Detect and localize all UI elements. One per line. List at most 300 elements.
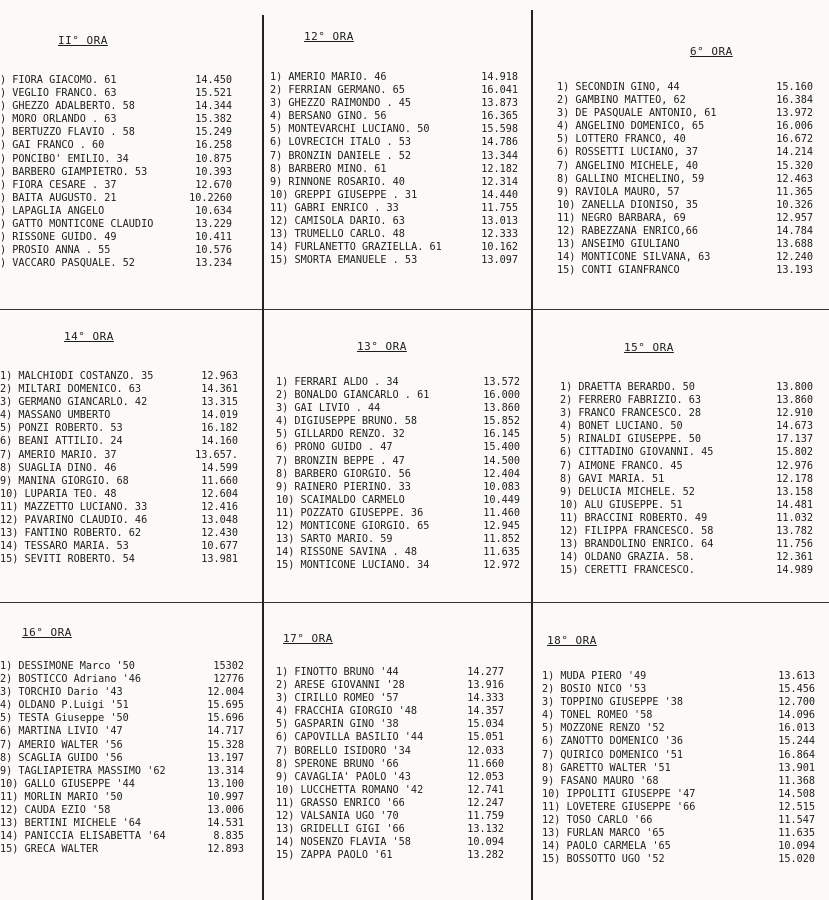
- list-item: [0, 765, 244, 778]
- list-item: [560, 407, 813, 420]
- entry-value: 13.132: [467, 824, 504, 836]
- entry-value: 14.160: [201, 436, 238, 448]
- entry-name: 4) FRACCHIA GIORGIO '48: [276, 706, 418, 718]
- entry-name: 12) VALSANIA UGO '70: [276, 811, 399, 823]
- entry-name: 4) BERSANO GINO. 56: [270, 111, 387, 123]
- list-item: [276, 849, 504, 862]
- list-item: [0, 244, 232, 257]
- entry-value: 11.460: [483, 507, 520, 519]
- entry-value: 15.400: [483, 442, 520, 454]
- entry-value: 16.258: [195, 140, 232, 152]
- entry-name: 2) BOSIO NICO '53: [542, 684, 647, 696]
- list-item: [0, 218, 232, 231]
- entry-value: 15.382: [195, 114, 232, 126]
- list-item: [560, 564, 813, 577]
- list-item: [0, 74, 232, 87]
- entry-value: 10.449: [483, 494, 520, 506]
- entry-value: 13.972: [776, 108, 813, 120]
- entry-name: 10) SCAIMALDO CARMELO: [276, 494, 405, 506]
- list-item: [276, 441, 520, 454]
- entry-value: 13.901: [778, 762, 815, 774]
- entry-name: 12) RABEZZANA ENRICO,66: [557, 226, 699, 238]
- entry-name: 1) DESSIMONE Marco '50: [0, 661, 135, 672]
- list-item: [557, 173, 813, 186]
- entry-name: 6) ZANOTTO DOMENICO '36: [542, 736, 684, 748]
- entry-name: 9) MANINA GIORGIO. 68: [0, 475, 129, 487]
- entry-name: 4) ANGELINO DOMENICO, 65: [557, 121, 705, 133]
- entry-name: 3) TORCHIO Dario '43: [0, 687, 123, 699]
- entry-value: 16.006: [776, 121, 813, 133]
- list-item: [276, 771, 504, 784]
- list-item: [542, 722, 815, 735]
- entry-name: 6) CITTADINO GIOVANNI. 45: [560, 447, 714, 459]
- entry-value: 14.481: [776, 499, 813, 511]
- list-item: [542, 749, 815, 762]
- entry-value: 14.440: [481, 189, 518, 201]
- list-item: [0, 660, 244, 673]
- entry-name: 8) BARBERO MINO. 61: [270, 163, 387, 175]
- entry-value: 11.635: [778, 828, 815, 840]
- entry-name: 9) TAGLIAPIETRA MASSIMO '62: [0, 765, 166, 777]
- section-title: 6° ORA: [690, 45, 733, 58]
- entry-value: 14.019: [201, 410, 238, 422]
- entry-value: 14.717: [207, 726, 244, 738]
- entry-value: 10.393: [195, 166, 232, 178]
- list-item: [276, 533, 520, 546]
- list-item: [276, 559, 520, 572]
- column-divider-right: [531, 10, 533, 900]
- entry-value: 12.976: [776, 460, 813, 472]
- entry-name: 9) RAINERO PIERINO. 33: [276, 481, 411, 493]
- entry-name: 6) LOVRECICH ITALO . 53: [270, 137, 412, 149]
- entry-name: 12) FILIPPA FRANCESCO. 58: [560, 526, 714, 538]
- section-title: 12° ORA: [304, 30, 354, 43]
- list-item: [270, 228, 518, 241]
- entry-value: 14.531: [207, 818, 244, 830]
- entry-name: 1) MUDA PIERO '49: [542, 671, 647, 682]
- section-title: 15° ORA: [624, 341, 674, 354]
- entry-name: 11) GRASSO ENRICO '66: [276, 797, 405, 809]
- entry-name: 11) MORLIN MARIO '50: [0, 791, 123, 803]
- list-item: [542, 683, 815, 696]
- entry-name: 2) GAMBINO MATTEO, 62: [557, 95, 686, 107]
- entry-name: 14) FURLANETTO GRAZIELLA. 61: [270, 242, 442, 254]
- list-item: [560, 473, 813, 486]
- list-item: [0, 462, 238, 475]
- entry-value: 13.013: [481, 216, 518, 228]
- entry-name: 1) AMERIO MARIO. 46: [270, 72, 387, 83]
- entry-name: 7) QUIRICO DOMENICO '51: [542, 749, 684, 761]
- entry-value: 11.660: [467, 758, 504, 770]
- list-item: [0, 553, 238, 566]
- entry-value: 13.097: [481, 255, 518, 267]
- entry-name: 3) DE PASQUALE ANTONIO, 61: [557, 108, 717, 120]
- entry-name: 2) ARESE GIOVANNI '28: [276, 680, 405, 692]
- list-item: [0, 449, 238, 462]
- list-item: [276, 376, 520, 389]
- list-item: [0, 712, 244, 725]
- list-item: [0, 791, 244, 804]
- list-item: [557, 120, 813, 133]
- list-item: [270, 189, 518, 202]
- list-item: [276, 679, 504, 692]
- entry-name: 4) OLDANO P.Luigi '51: [0, 700, 129, 712]
- list-item: [0, 396, 238, 409]
- entry-name: 9) FASANO MAURO '68: [542, 775, 659, 787]
- section-title: 16° ORA: [22, 626, 72, 639]
- entry-name: 6) MARTINA LIVIO '47: [0, 726, 123, 738]
- entry-value: 13.613: [778, 671, 815, 682]
- list-item: [560, 538, 813, 551]
- entry-name: 7) AMERIO WALTER '56: [0, 739, 123, 751]
- entry-value: 16.182: [201, 423, 238, 435]
- entry-name: 14) PAOLO CARMELA '65: [542, 841, 671, 853]
- list-item: [270, 71, 518, 84]
- entry-value: 13.006: [207, 805, 244, 817]
- entry-value: 14.989: [776, 565, 813, 577]
- entry-name: ) BAITA AUGUSTO. 21: [0, 192, 117, 204]
- entry-name: 13) FANTINO ROBERTO. 62: [0, 528, 142, 540]
- entry-value: 10.162: [481, 242, 518, 254]
- entry-name: 15) CONTI GIANFRANCO: [557, 265, 680, 277]
- list-item: [557, 94, 813, 107]
- entry-value: 15.328: [207, 739, 244, 751]
- entry-value: 13.981: [201, 554, 238, 566]
- entry-name: ) PONCIBO' EMILIO. 34: [0, 153, 129, 165]
- list-item: [270, 97, 518, 110]
- entry-name: 14) MONTICONE SILVANA, 63: [557, 252, 711, 264]
- entry-name: 2) MILTARI DOMENICO. 63: [0, 384, 142, 396]
- entry-name: 5) RINALDI GIUSEPPE. 50: [560, 434, 702, 446]
- list-item: [276, 520, 520, 533]
- entry-value: 12776: [213, 674, 244, 686]
- list-item: [542, 696, 815, 709]
- entry-value: 11.365: [776, 186, 813, 198]
- entry-value: 15.020: [778, 854, 815, 866]
- entry-name: 5) PONZI ROBERTO. 53: [0, 423, 123, 435]
- list-item: [542, 853, 815, 866]
- list-item: [0, 830, 244, 843]
- list-item: [557, 133, 813, 146]
- entry-value: 15.456: [778, 684, 815, 696]
- entry-name: ) PROSIO ANNA . 55: [0, 245, 111, 257]
- entry-name: 2) FERRERO FABRIZIO. 63: [560, 395, 702, 407]
- entry-value: 11.547: [778, 815, 815, 827]
- entry-name: 3) FRANCO FRANCESCO. 28: [560, 408, 702, 420]
- entry-value: 11.635: [483, 547, 520, 559]
- entry-name: 1) MALCHIODI COSTANZO. 35: [0, 371, 154, 382]
- entry-value: 13.344: [481, 150, 518, 162]
- entry-value: 14.918: [481, 72, 518, 83]
- list-item: [0, 778, 244, 791]
- entry-name: 15) SMORTA EMANUELE . 53: [270, 255, 418, 267]
- list-item: [276, 402, 520, 415]
- entry-list: [560, 381, 813, 577]
- entry-list: [276, 376, 520, 572]
- list-item: [0, 527, 238, 540]
- entry-name: 13) BRANDOLINO ENRICO. 64: [560, 539, 714, 551]
- entry-list: [557, 81, 813, 277]
- entry-value: 13.572: [483, 377, 520, 388]
- entry-value: 14.500: [483, 455, 520, 467]
- list-item: [270, 176, 518, 189]
- list-item: [0, 514, 238, 527]
- entry-value: 11.032: [776, 512, 813, 524]
- entry-name: 15) SEVITI ROBERTO. 54: [0, 554, 135, 566]
- list-item: [276, 389, 520, 402]
- entry-name: 13) ANSEIMO GIULIANO: [557, 239, 680, 251]
- entry-value: 12.004: [207, 687, 244, 699]
- entry-value: 15.160: [776, 82, 813, 93]
- list-item: [276, 823, 504, 836]
- entry-name: 5) TESTA Giuseppe '50: [0, 713, 129, 725]
- entry-value: 10.083: [483, 481, 520, 493]
- entry-value: 13.234: [195, 258, 232, 270]
- section-title: 17° ORA: [283, 632, 333, 645]
- entry-value: 13.100: [207, 778, 244, 790]
- entry-name: 10) LUCCHETTA ROMANO '42: [276, 784, 424, 796]
- entry-name: 7) BRONZIN BEPPE . 47: [276, 455, 405, 467]
- entry-name: 1) SECONDIN GINO, 44: [557, 82, 680, 93]
- list-item: [557, 212, 813, 225]
- section-title: 14° ORA: [64, 330, 114, 343]
- entry-value: 11.756: [776, 539, 813, 551]
- entry-name: ) VEGLIO FRANCO. 63: [0, 88, 117, 100]
- entry-name: 15) BOSSOTTO UGO '52: [542, 854, 665, 866]
- entry-value: 12.463: [776, 173, 813, 185]
- list-item: [276, 836, 504, 849]
- list-item: [560, 486, 813, 499]
- list-item: [0, 192, 232, 205]
- entry-name: 12) CAMISOLA DARIO. 63: [270, 216, 405, 228]
- entry-list: [276, 666, 504, 862]
- section-title: 13° ORA: [357, 340, 407, 353]
- entry-name: 10) ALU GIUSEPPE. 51: [560, 499, 683, 511]
- entry-name: 9) CAVAGLIA' PAOLO '43: [276, 771, 411, 783]
- list-item: [560, 512, 813, 525]
- entry-value: 12.182: [481, 163, 518, 175]
- list-item: [560, 499, 813, 512]
- entry-name: 15) ZAPPA PAOLO '61: [276, 850, 393, 862]
- entry-name: 9) DELUCIA MICHELE. 52: [560, 486, 695, 498]
- entry-value: 12.741: [467, 784, 504, 796]
- entry-value: 13.193: [776, 265, 813, 277]
- list-item: [276, 546, 520, 559]
- entry-name: 5) MONTEVARCHI LUCIANO. 50: [270, 124, 430, 136]
- entry-value: 13.916: [467, 680, 504, 692]
- entry-value: 11.852: [483, 534, 520, 546]
- entry-value: 12.033: [467, 745, 504, 757]
- entry-list: [0, 370, 238, 566]
- entry-value: 14.508: [778, 788, 815, 800]
- entry-value: 11.755: [481, 202, 518, 214]
- list-item: [560, 525, 813, 538]
- entry-value: 14.450: [195, 75, 232, 86]
- list-item: [0, 257, 232, 270]
- section-title: 18° ORA: [547, 634, 597, 647]
- entry-name: 2) BONALDO GIANCARLO . 61: [276, 390, 430, 402]
- entry-name: 1) DRAETTA BERARDO. 50: [560, 382, 695, 393]
- list-item: [560, 446, 813, 459]
- list-item: [0, 205, 232, 218]
- entry-list: [0, 660, 244, 856]
- list-item: [276, 468, 520, 481]
- entry-name: 4) MASSANO UMBERTO: [0, 410, 111, 422]
- entry-name: 15) CERETTI FRANCESCO.: [560, 565, 695, 577]
- entry-value: 16.013: [778, 723, 815, 735]
- entry-value: 11.660: [201, 475, 238, 487]
- list-item: [276, 705, 504, 718]
- entry-value: 16.145: [483, 429, 520, 441]
- list-item: [276, 481, 520, 494]
- entry-value: 12.404: [483, 468, 520, 480]
- entry-name: 10) LUPARIA TEO. 48: [0, 488, 117, 500]
- list-item: [276, 731, 504, 744]
- entry-name: 14) OLDANO GRAZIA. 58.: [560, 552, 695, 564]
- entry-value: 17.137: [776, 434, 813, 446]
- list-item: [276, 415, 520, 428]
- entry-value: 10.634: [195, 205, 232, 217]
- entry-value: 12.670: [195, 179, 232, 191]
- list-item: [0, 409, 238, 422]
- entry-value: 10.094: [467, 837, 504, 849]
- entry-value: 11.759: [467, 811, 504, 823]
- entry-list: [0, 74, 232, 270]
- list-item: [560, 394, 813, 407]
- entry-value: 12.963: [201, 371, 238, 382]
- list-item: [0, 699, 244, 712]
- entry-name: 14) RISSONE SAVINA . 48: [276, 547, 418, 559]
- entry-value: 16.864: [778, 749, 815, 761]
- entry-name: 8) SCAGLIA GUIDO '56: [0, 752, 123, 764]
- entry-name: 13) SARTO MARIO. 59: [276, 534, 393, 546]
- list-item: [557, 225, 813, 238]
- entry-value: 14.096: [778, 710, 815, 722]
- list-item: [0, 501, 238, 514]
- entry-name: ) BERTUZZO FLAVIO . 58: [0, 127, 135, 139]
- list-item: [270, 136, 518, 149]
- entry-value: 10.997: [207, 791, 244, 803]
- list-item: [557, 160, 813, 173]
- entry-name: 3) CIRILLO ROMEO '57: [276, 693, 399, 705]
- entry-value: 15.521: [195, 88, 232, 100]
- entry-name: 8) GALLINO MICHELINO, 59: [557, 173, 705, 185]
- entry-name: 2) FERRIAN GERMANO. 65: [270, 85, 405, 97]
- entry-name: ) GHEZZO ADALBERTO. 58: [0, 101, 135, 113]
- entry-name: 8) GARETTO WALTER '51: [542, 762, 671, 774]
- entry-value: 13.800: [776, 382, 813, 393]
- entry-name: 11) MAZZETTO LUCIANO. 33: [0, 501, 148, 513]
- entry-name: 14) TESSARO MARIA. 53: [0, 541, 129, 553]
- entry-name: 8) SPERONE BRUNO '66: [276, 758, 399, 770]
- entry-name: 10) IPPOLITI GIUSEPPE '47: [542, 788, 696, 800]
- entry-value: 16.000: [483, 390, 520, 402]
- entry-value: 10.326: [776, 199, 813, 211]
- list-item: [557, 81, 813, 94]
- list-item: [276, 784, 504, 797]
- entry-name: 5) GASPARIN GINO '38: [276, 719, 399, 731]
- entry-name: 4) DIGIUSEPPE BRUNO. 58: [276, 416, 418, 428]
- entry-name: 7) ANGELINO MICHELE, 40: [557, 160, 699, 172]
- entry-name: 15) GRECA WALTER: [0, 844, 99, 856]
- list-item: [0, 383, 238, 396]
- entry-name: 13) BERTINI MICHELE '64: [0, 818, 142, 830]
- entry-value: 15.695: [207, 700, 244, 712]
- entry-value: 16.365: [481, 111, 518, 123]
- list-item: [0, 673, 244, 686]
- entry-value: 12.893: [207, 844, 244, 856]
- list-item: [0, 87, 232, 100]
- entry-value: 14.357: [467, 706, 504, 718]
- section-title: II° ORA: [58, 34, 108, 47]
- list-item: [276, 810, 504, 823]
- list-item: [0, 126, 232, 139]
- entry-value: 13.782: [776, 526, 813, 538]
- list-item: [270, 110, 518, 123]
- entry-name: ) RISSONE GUIDO. 49: [0, 232, 117, 244]
- list-item: [270, 202, 518, 215]
- entry-name: 13) TRUMELLO CARLO. 48: [270, 229, 405, 241]
- list-item: [560, 420, 813, 433]
- entry-value: 13.282: [467, 850, 504, 862]
- list-item: [0, 139, 232, 152]
- entry-value: 15.802: [776, 447, 813, 459]
- list-item: [276, 428, 520, 441]
- entry-name: 5) LOTTERO FRANCO, 40: [557, 134, 686, 146]
- entry-value: 12.333: [481, 229, 518, 241]
- entry-value: 12.430: [201, 528, 238, 540]
- list-item: [0, 540, 238, 553]
- entry-value: 15.320: [776, 160, 813, 172]
- entry-name: 6) CAPOVILLA BASILIO '44: [276, 732, 424, 744]
- list-item: [270, 254, 518, 267]
- list-item: [270, 163, 518, 176]
- entry-value: 15.852: [483, 416, 520, 428]
- entry-name: 7) BORELLO ISIDORO '34: [276, 745, 411, 757]
- entry-value: 16.041: [481, 85, 518, 97]
- entry-name: 9) RINNONE ROSARIO. 40: [270, 176, 405, 188]
- list-item: [0, 370, 238, 383]
- entry-value: 15.244: [778, 736, 815, 748]
- entry-value: 12.314: [481, 176, 518, 188]
- entry-value: 14.277: [467, 667, 504, 678]
- list-item: [557, 238, 813, 251]
- entry-name: 4) TONEL ROMEO '58: [542, 710, 653, 722]
- list-item: [0, 843, 244, 856]
- entry-name: 11) NEGRO BARBARA, 69: [557, 212, 686, 224]
- entry-name: 12) MONTICONE GIORGIO. 65: [276, 521, 430, 533]
- entry-name: ) FIORA GIACOMO. 61: [0, 75, 117, 86]
- list-item: [0, 817, 244, 830]
- entry-name: 14) PANICCIA ELISABETTA '64: [0, 831, 166, 843]
- list-item: [542, 735, 815, 748]
- entry-value: 12.700: [778, 697, 815, 709]
- entry-value: 10.2260: [189, 192, 232, 204]
- list-item: [270, 241, 518, 254]
- entry-value: 16.384: [776, 95, 813, 107]
- entry-name: 10) GREPPI GIUSEPPE . 31: [270, 189, 418, 201]
- entry-name: 12) TOSO CARLO '66: [542, 815, 653, 827]
- list-item: [0, 475, 238, 488]
- list-item: [542, 840, 815, 853]
- entry-value: 10.576: [195, 245, 232, 257]
- entry-value: 13.229: [195, 219, 232, 231]
- entry-value: 14.333: [467, 693, 504, 705]
- list-item: [557, 251, 813, 264]
- entry-value: 12.945: [483, 521, 520, 533]
- entry-name: 6) ROSSETTI LUCIANO, 37: [557, 147, 699, 159]
- entry-name: 7) AIMONE FRANCO. 45: [560, 460, 683, 472]
